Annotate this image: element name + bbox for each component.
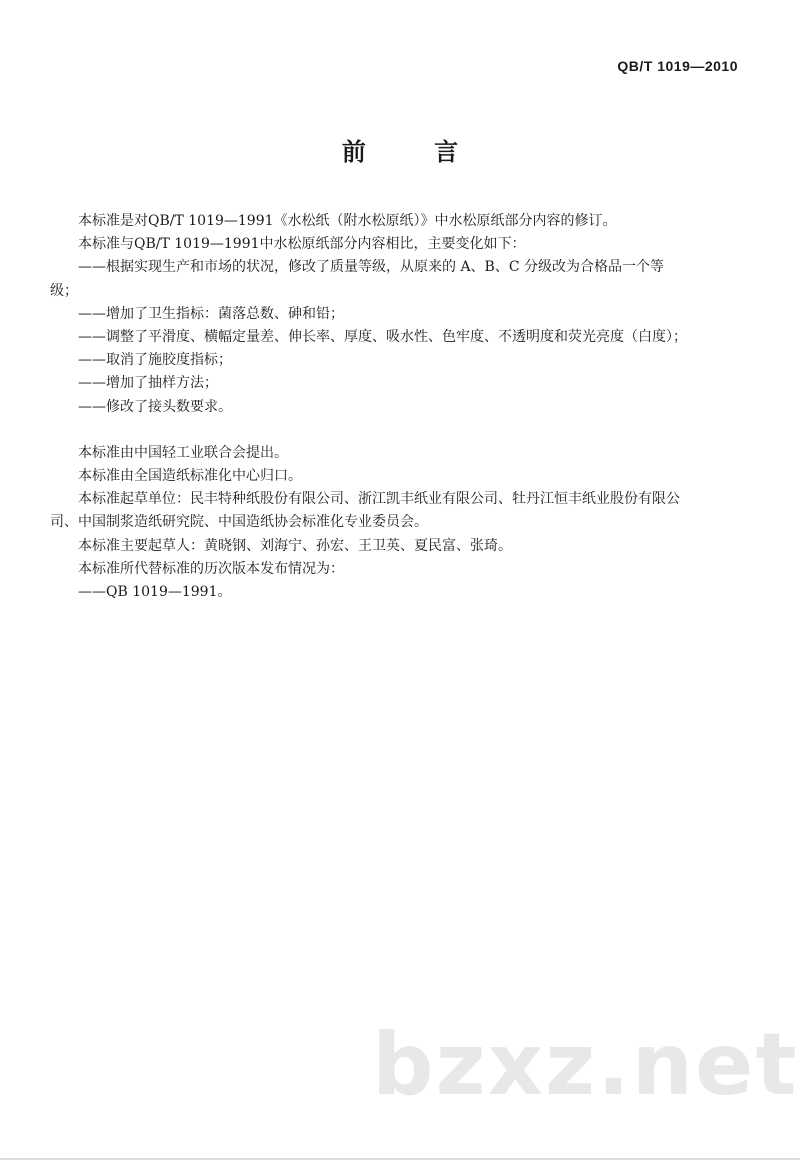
- watermark: bzxz.net: [372, 1015, 799, 1115]
- foreword-body: [50, 210, 750, 604]
- paragraph-continuation: 司、中国制浆造纸研究院、中国造纸协会标准化专业委员会。: [50, 514, 428, 531]
- paragraph: 本标准由全国造纸标准化中心归口。: [78, 468, 302, 485]
- paragraph: 本标准起草单位：民丰特种纸股份有限公司、浙江凯丰纸业有限公司、牡丹江恒丰纸业股份有限公: [78, 491, 680, 508]
- standard-number: QB/T 1019—2010: [617, 58, 738, 74]
- change-item: ——增加了卫生指标：菌落总数、砷和铅；: [78, 305, 344, 322]
- change-item: ——根据实现生产和市场的状况，修改了质量等级，从原来的 A、B、C 分级改为合格品一个等: [78, 259, 665, 276]
- paragraph: 本标准主要起草人：黄晓钢、刘海宁、孙宏、王卫英、夏民富、张琦。: [78, 537, 512, 554]
- change-item: ——取消了施胶度指标；: [78, 352, 232, 369]
- history-item: ——QB 1019—1991。: [78, 584, 232, 601]
- change-item: ——调整了平滑度、横幅定量差、伸长率、厚度、吸水性、色牢度、不透明度和荧光亮度（白度）；: [78, 329, 687, 346]
- paragraph: 本标准所代替标准的历次版本发布情况为：: [78, 560, 344, 577]
- paragraph: 本标准由中国轻工业联合会提出。: [78, 444, 288, 461]
- change-item-continuation: 级；: [50, 282, 78, 299]
- spacer: [50, 419, 750, 442]
- paragraph: 本标准与QB/T 1019—1991中水松原纸部分内容相比，主要变化如下：: [78, 236, 526, 253]
- change-item: ——增加了抽样方法；: [78, 375, 218, 392]
- page-title: 前 言: [341, 137, 489, 166]
- page-bottom-edge: [0, 1158, 800, 1160]
- change-item: ——修改了接头数要求。: [78, 398, 232, 415]
- paragraph: 本标准是对QB/T 1019—1991《水松纸（附水松原纸）》中水松原纸部分内容的修订。: [78, 213, 617, 229]
